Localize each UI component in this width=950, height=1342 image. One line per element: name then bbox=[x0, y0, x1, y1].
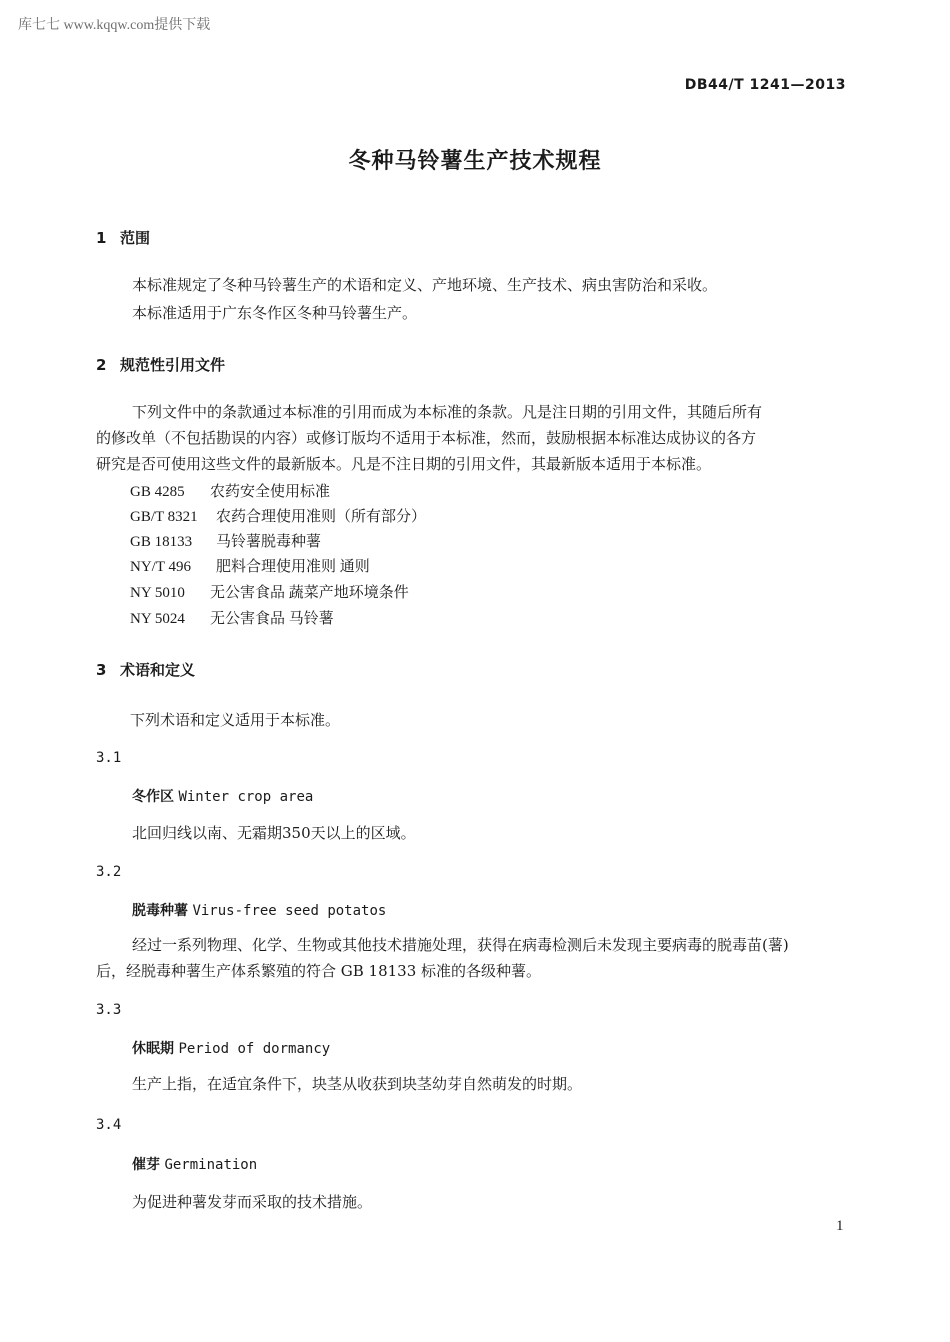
document-number: DB44/T 1241—2013 bbox=[684, 77, 846, 93]
reference-code: NY/T 496 bbox=[130, 559, 191, 575]
term-title bbox=[132, 1154, 257, 1174]
paragraph: 本标准规定了冬种马铃薯生产的术语和定义、产地环境、生产技术、病虫害防治和采收。 bbox=[132, 276, 718, 294]
reference-name: 肥料合理使用准则 通则 bbox=[216, 559, 370, 575]
subsection-number: 3.3 bbox=[96, 1002, 122, 1018]
section-number: 1 bbox=[96, 229, 107, 247]
section-1-heading bbox=[96, 227, 150, 248]
page-title: 冬种马铃薯生产技术规程 bbox=[348, 149, 602, 174]
term-definition: 经过一系列物理、化学、生物或其他技术措施处理，获得在病毒检测后未发现主要病毒的脱毒苗(薯) bbox=[132, 936, 789, 954]
reference-item bbox=[130, 581, 409, 602]
reference-item bbox=[130, 480, 330, 501]
reference-code: NY 5010 bbox=[130, 585, 185, 601]
reference-name: 无公害食品 马铃薯 bbox=[210, 611, 334, 627]
reference-code: GB 18133 bbox=[130, 534, 193, 550]
term-title bbox=[132, 786, 313, 806]
subsection-number: 3.4 bbox=[96, 1117, 122, 1133]
subsection-number: 3.2 bbox=[96, 864, 122, 880]
section-number: 3 bbox=[96, 661, 107, 679]
term-en: Period of dormancy bbox=[178, 1041, 331, 1057]
section-number: 2 bbox=[96, 356, 107, 374]
paragraph-line: 下列文件中的条款通过本标准的引用而成为本标准的条款。凡是注日期的引用文件，其随后所有 bbox=[132, 403, 763, 421]
reference-name: 农药合理使用准则（所有部分） bbox=[216, 509, 427, 525]
reference-item bbox=[130, 607, 334, 628]
reference-name: 无公害食品 蔬菜产地环境条件 bbox=[210, 585, 409, 601]
term-cn: 催芽 bbox=[132, 1157, 160, 1173]
term-definition: 为促进种薯发芽而采取的技术措施。 bbox=[132, 1193, 373, 1211]
term-definition: 后，经脱毒种薯生产体系繁殖的符合 GB 18133 标准的各级种薯。 bbox=[96, 962, 542, 980]
term-cn: 休眠期 bbox=[132, 1041, 174, 1057]
term-en: Germination bbox=[164, 1157, 258, 1173]
paragraph-line: 的修改单（不包括勘误的内容）或修订版均不适用于本标准，然而，鼓励根据本标准达成协议的各方 bbox=[96, 429, 757, 447]
paragraph: 下列术语和定义适用于本标准。 bbox=[130, 711, 341, 729]
term-cn: 冬作区 bbox=[132, 789, 174, 805]
term-title bbox=[132, 1038, 330, 1058]
reference-code: NY 5024 bbox=[130, 611, 185, 627]
reference-item bbox=[130, 530, 321, 551]
reference-name: 农药安全使用标准 bbox=[210, 484, 331, 500]
reference-code: GB/T 8321 bbox=[130, 509, 198, 525]
section-title: 范围 bbox=[120, 229, 151, 247]
reference-name: 马铃薯脱毒种薯 bbox=[216, 534, 322, 550]
term-definition: 北回归线以南、无霜期350天以上的区域。 bbox=[132, 824, 416, 842]
section-2-heading bbox=[96, 354, 225, 375]
reference-item bbox=[130, 505, 426, 526]
term-title bbox=[132, 900, 386, 920]
reference-item bbox=[130, 555, 370, 576]
section-title: 规范性引用文件 bbox=[120, 356, 226, 374]
page-number: 1 bbox=[836, 1218, 844, 1234]
term-en: Virus-free seed potatos bbox=[192, 903, 387, 919]
subsection-number: 3.1 bbox=[96, 750, 122, 766]
paragraph: 本标准适用于广东冬作区冬种马铃薯生产。 bbox=[132, 304, 418, 322]
term-definition: 生产上指，在适宜条件下，块茎从收获到块茎幼芽自然萌发的时期。 bbox=[132, 1075, 583, 1093]
reference-code: GB 4285 bbox=[130, 484, 185, 500]
term-cn: 脱毒种薯 bbox=[132, 903, 188, 919]
watermark-text: 库七七 www.kqqw.com提供下载 bbox=[18, 18, 211, 33]
paragraph-line: 研究是否可使用这些文件的最新版本。凡是不注日期的引用文件，其最新版本适用于本标准。 bbox=[96, 455, 712, 473]
term-en: Winter crop area bbox=[178, 789, 314, 805]
section-3-heading bbox=[96, 659, 195, 680]
section-title: 术语和定义 bbox=[120, 661, 196, 679]
